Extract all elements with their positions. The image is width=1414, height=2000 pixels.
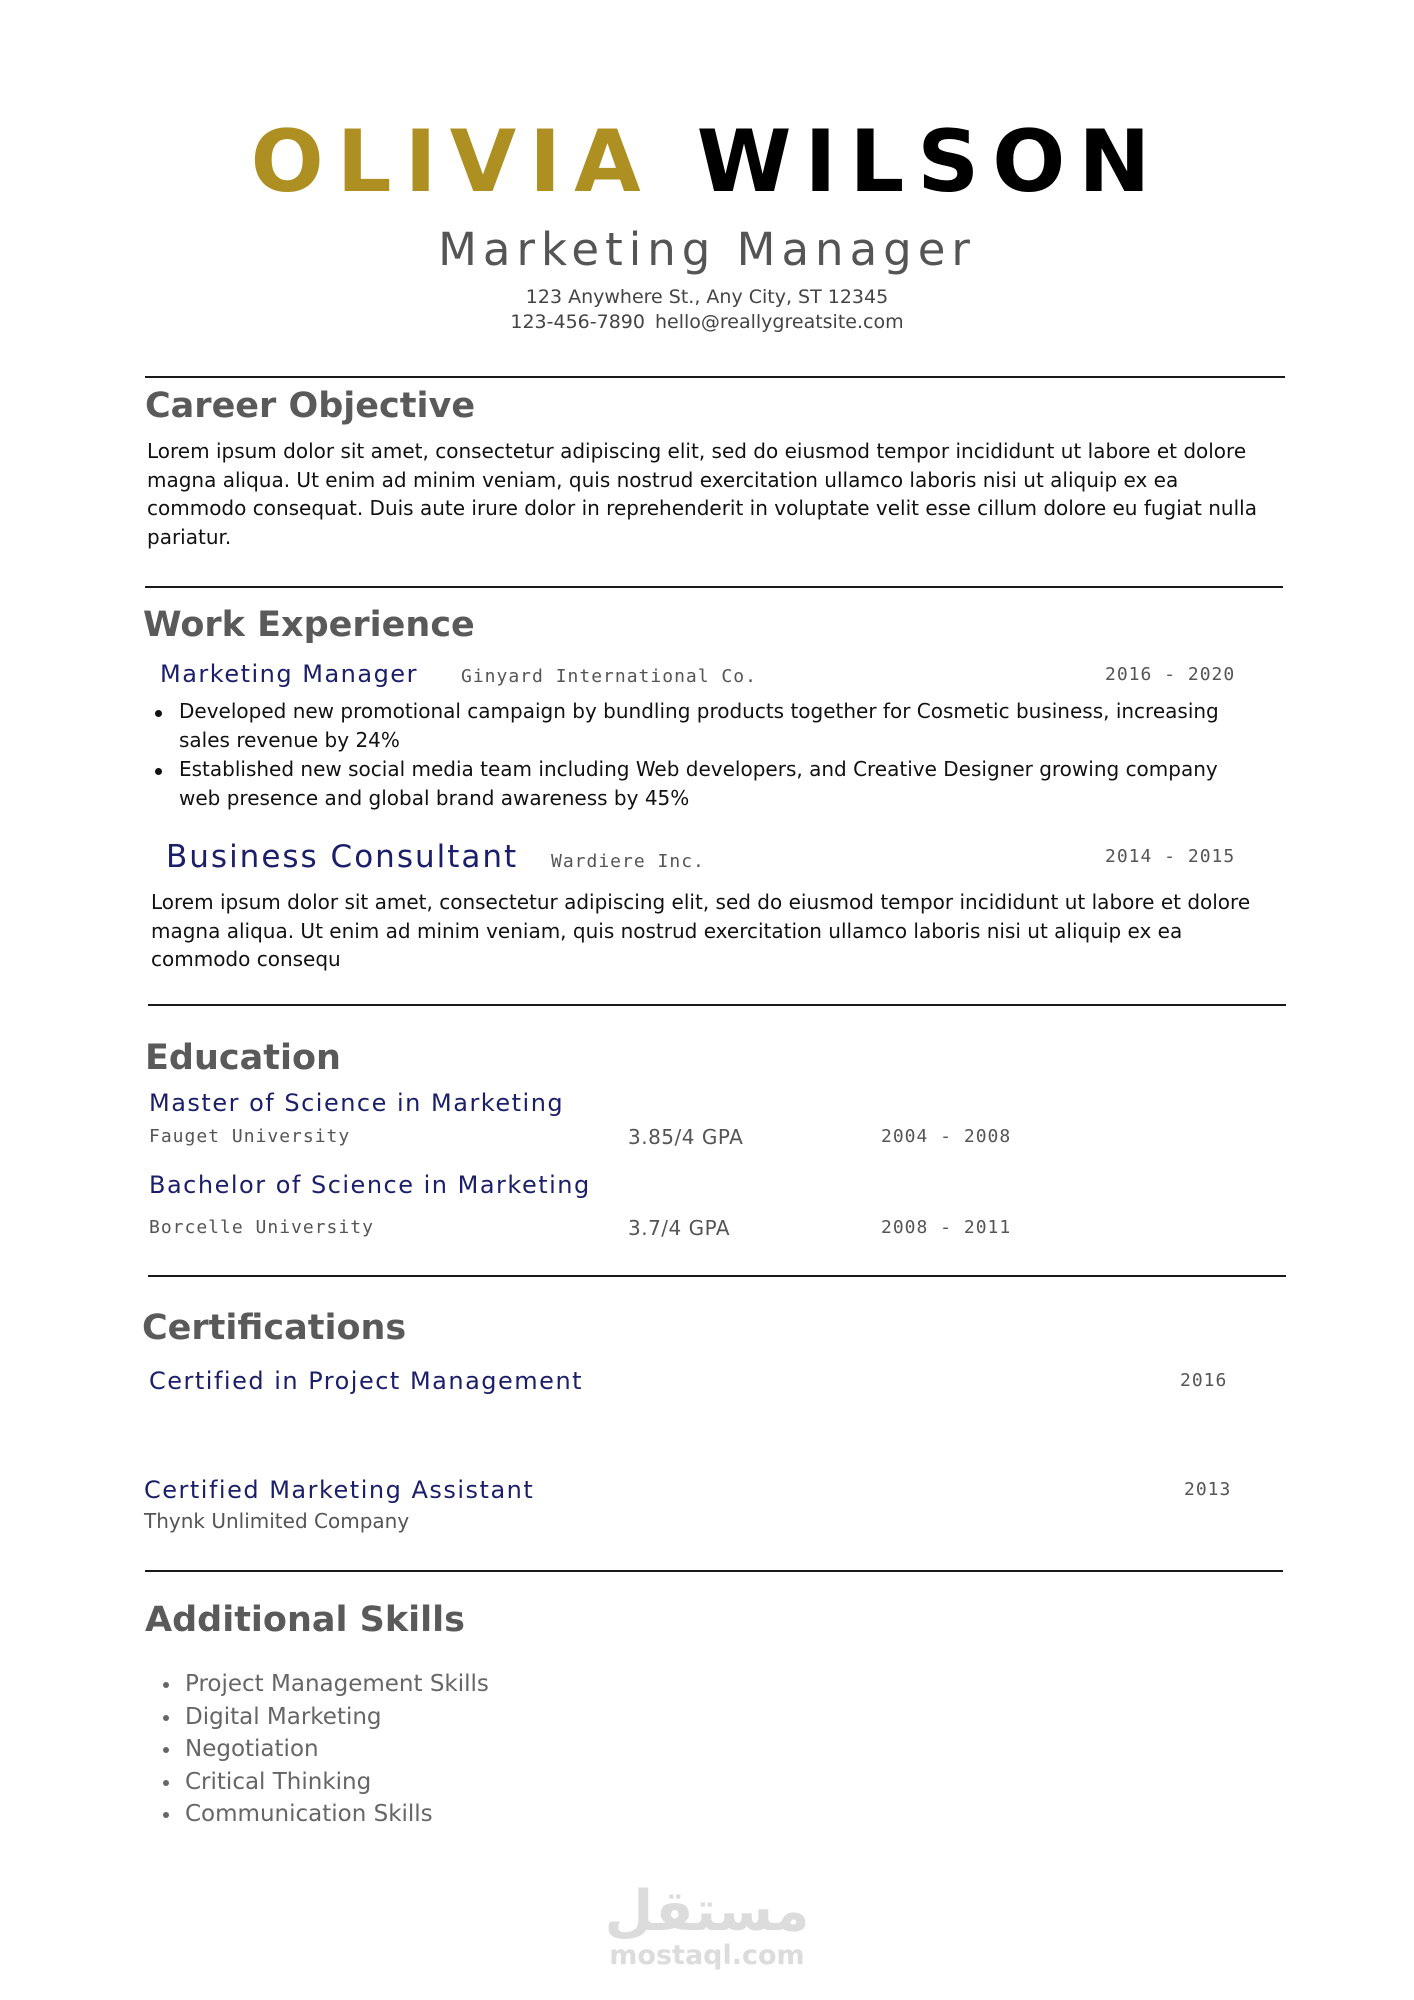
last-name: WILSON bbox=[696, 112, 1164, 212]
divider bbox=[148, 1275, 1286, 1277]
job-dates: 2014 - 2015 bbox=[1105, 846, 1236, 867]
job-title: Marketing Manager bbox=[160, 660, 418, 688]
certification-name: Certified in Project Management bbox=[149, 1367, 584, 1395]
job-title-heading: Marketing Manager bbox=[438, 223, 976, 276]
school-name: Borcelle University bbox=[149, 1217, 374, 1238]
first-name: OLIVIA bbox=[250, 112, 654, 212]
education-dates: 2004 - 2008 bbox=[881, 1126, 1012, 1147]
list-item: Developed new promotional campaign by bundling products together for Cosmetic business, increasing sales revenue by 24% bbox=[151, 697, 1261, 755]
job-bullet-list bbox=[151, 697, 1261, 813]
watermark-logo: مستقل bbox=[604, 1879, 810, 1944]
certification-organization: Thynk Unlimited Company bbox=[144, 1509, 410, 1533]
company-name: Wardiere Inc. bbox=[551, 851, 705, 872]
job-title: Business Consultant bbox=[166, 839, 519, 875]
divider bbox=[145, 376, 1285, 378]
section-heading-work-experience: Work Experience bbox=[143, 605, 475, 645]
certification-year: 2013 bbox=[1184, 1479, 1232, 1500]
section-heading-career-objective: Career Objective bbox=[145, 386, 476, 426]
certification-name: Certified Marketing Assistant bbox=[144, 1476, 535, 1504]
divider bbox=[145, 586, 1283, 588]
education-dates: 2008 - 2011 bbox=[881, 1217, 1012, 1238]
section-heading-certifications: Certifications bbox=[142, 1308, 407, 1348]
degree-title: Master of Science in Marketing bbox=[149, 1089, 565, 1117]
watermark-text: mostaql.com bbox=[609, 1940, 805, 1971]
company-name: Ginyard International Co. bbox=[461, 666, 757, 687]
section-heading-additional-skills: Additional Skills bbox=[145, 1600, 465, 1640]
school-name: Fauget University bbox=[149, 1126, 351, 1147]
career-objective-text: Lorem ipsum dolor sit amet, consectetur adipiscing elit, sed do eiusmod tempor incididunt ut labore et dolore magna aliqua. Ut enim ad minim veniam, quis nostrud exercitation ullamco laboris nisi ut aliquip ex ea commodo consequat. Duis aute irure dolor in reprehenderit in voluptate velit esse cillum dolore eu fugiat nulla pariatur. bbox=[147, 439, 1257, 549]
job-description: Lorem ipsum dolor sit amet, consectetur adipiscing elit, sed do eiusmod tempor incididunt ut labore et dolore magna aliqua. Ut enim ad minim veniam, quis nostrud exercitation ullamco laboris nisi ut aliquip ex ea commodo consequ bbox=[151, 890, 1251, 971]
section-heading-education: Education bbox=[145, 1038, 341, 1078]
list-item: Communication Skills bbox=[157, 1798, 757, 1831]
certification-year: 2016 bbox=[1180, 1370, 1228, 1391]
contact-line bbox=[0, 309, 1414, 335]
address: 123 Anywhere St., Any City, ST 12345 bbox=[525, 286, 889, 308]
degree-title: Bachelor of Science in Marketing bbox=[149, 1171, 591, 1199]
candidate-name bbox=[0, 112, 1414, 212]
list-item: Established new social media team including Web developers, and Creative Designer growing company web presence and global brand awareness by 45% bbox=[151, 755, 1261, 813]
job-dates: 2016 - 2020 bbox=[1105, 664, 1236, 685]
divider bbox=[145, 1570, 1283, 1572]
skills-list bbox=[157, 1668, 757, 1831]
list-item: Critical Thinking bbox=[157, 1766, 757, 1799]
list-item: Negotiation bbox=[157, 1733, 757, 1766]
gpa: 3.7/4 GPA bbox=[628, 1216, 731, 1240]
email: hello@reallygreatsite.com bbox=[654, 311, 904, 333]
gpa: 3.85/4 GPA bbox=[628, 1125, 744, 1149]
list-item: Digital Marketing bbox=[157, 1701, 757, 1734]
list-item: Project Management Skills bbox=[157, 1668, 757, 1701]
divider bbox=[148, 1004, 1286, 1006]
phone: 123-456-7890 bbox=[510, 311, 645, 333]
